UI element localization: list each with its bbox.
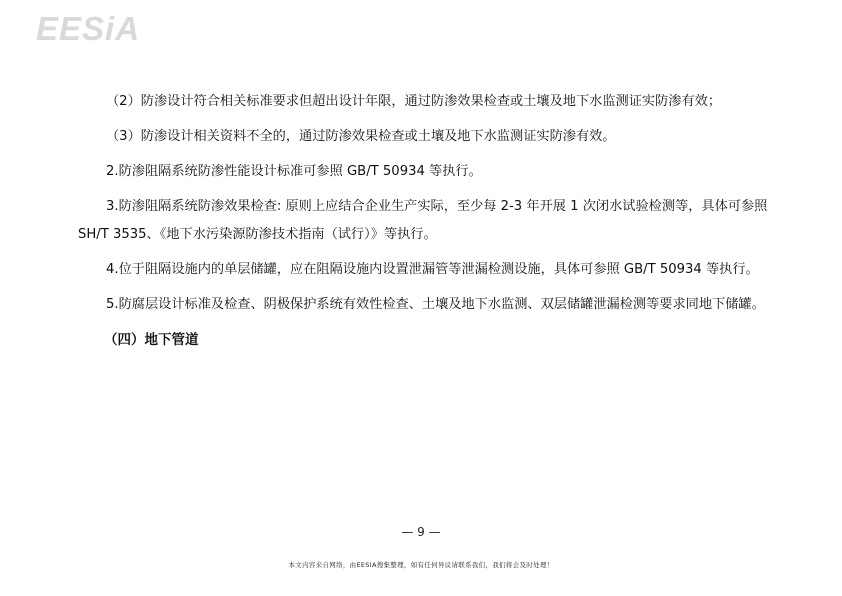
section-heading: （四）地下管道 (104, 332, 199, 348)
eesia-logo: EESiA (36, 10, 141, 47)
paragraph-section-3: 3.防渗阻隔系统防渗效果检查: 原则上应结合企业生产实际，至少每 2-3 年开展 1 次闭水试验检测等，具体可参照 SH/T 3535、《地下水污染源防渗技术指南（试行）》等执行。 (78, 199, 768, 242)
paragraph-section-2: 2.防渗阻隔系统防渗性能设计标准可参照 GB/T 50934 等执行。 (106, 164, 482, 179)
paragraph-section-4: 4.位于阻隔设施内的单层储罐，应在阻隔设施内设置泄漏管等泄漏检测设施，具体可参照 GB/T 50934 等执行。 (106, 262, 759, 277)
paragraph-section-5: 5.防腐层设计标准及检查、阴极保护系统有效性检查、土壤及地下水监测、双层储罐泄漏检测等要求同地下储罐。 (106, 297, 765, 312)
paragraph-item-2: （2）防渗设计符合相关标准要求但超出设计年限，通过防渗效果检查或土壤及地下水监测证实防渗有效； (106, 94, 722, 109)
document-body (78, 88, 778, 354)
footer-disclaimer: 本文内容来自网络，由EESIA搜集整理，如有任何异议请联系我们，我们将会及时处理！ (288, 561, 554, 569)
page-number: — 9 — (401, 525, 441, 539)
paragraph-item-3: （3）防渗设计相关资料不全的，通过防渗效果检查或土壤及地下水监测证实防渗有效。 (106, 129, 616, 144)
